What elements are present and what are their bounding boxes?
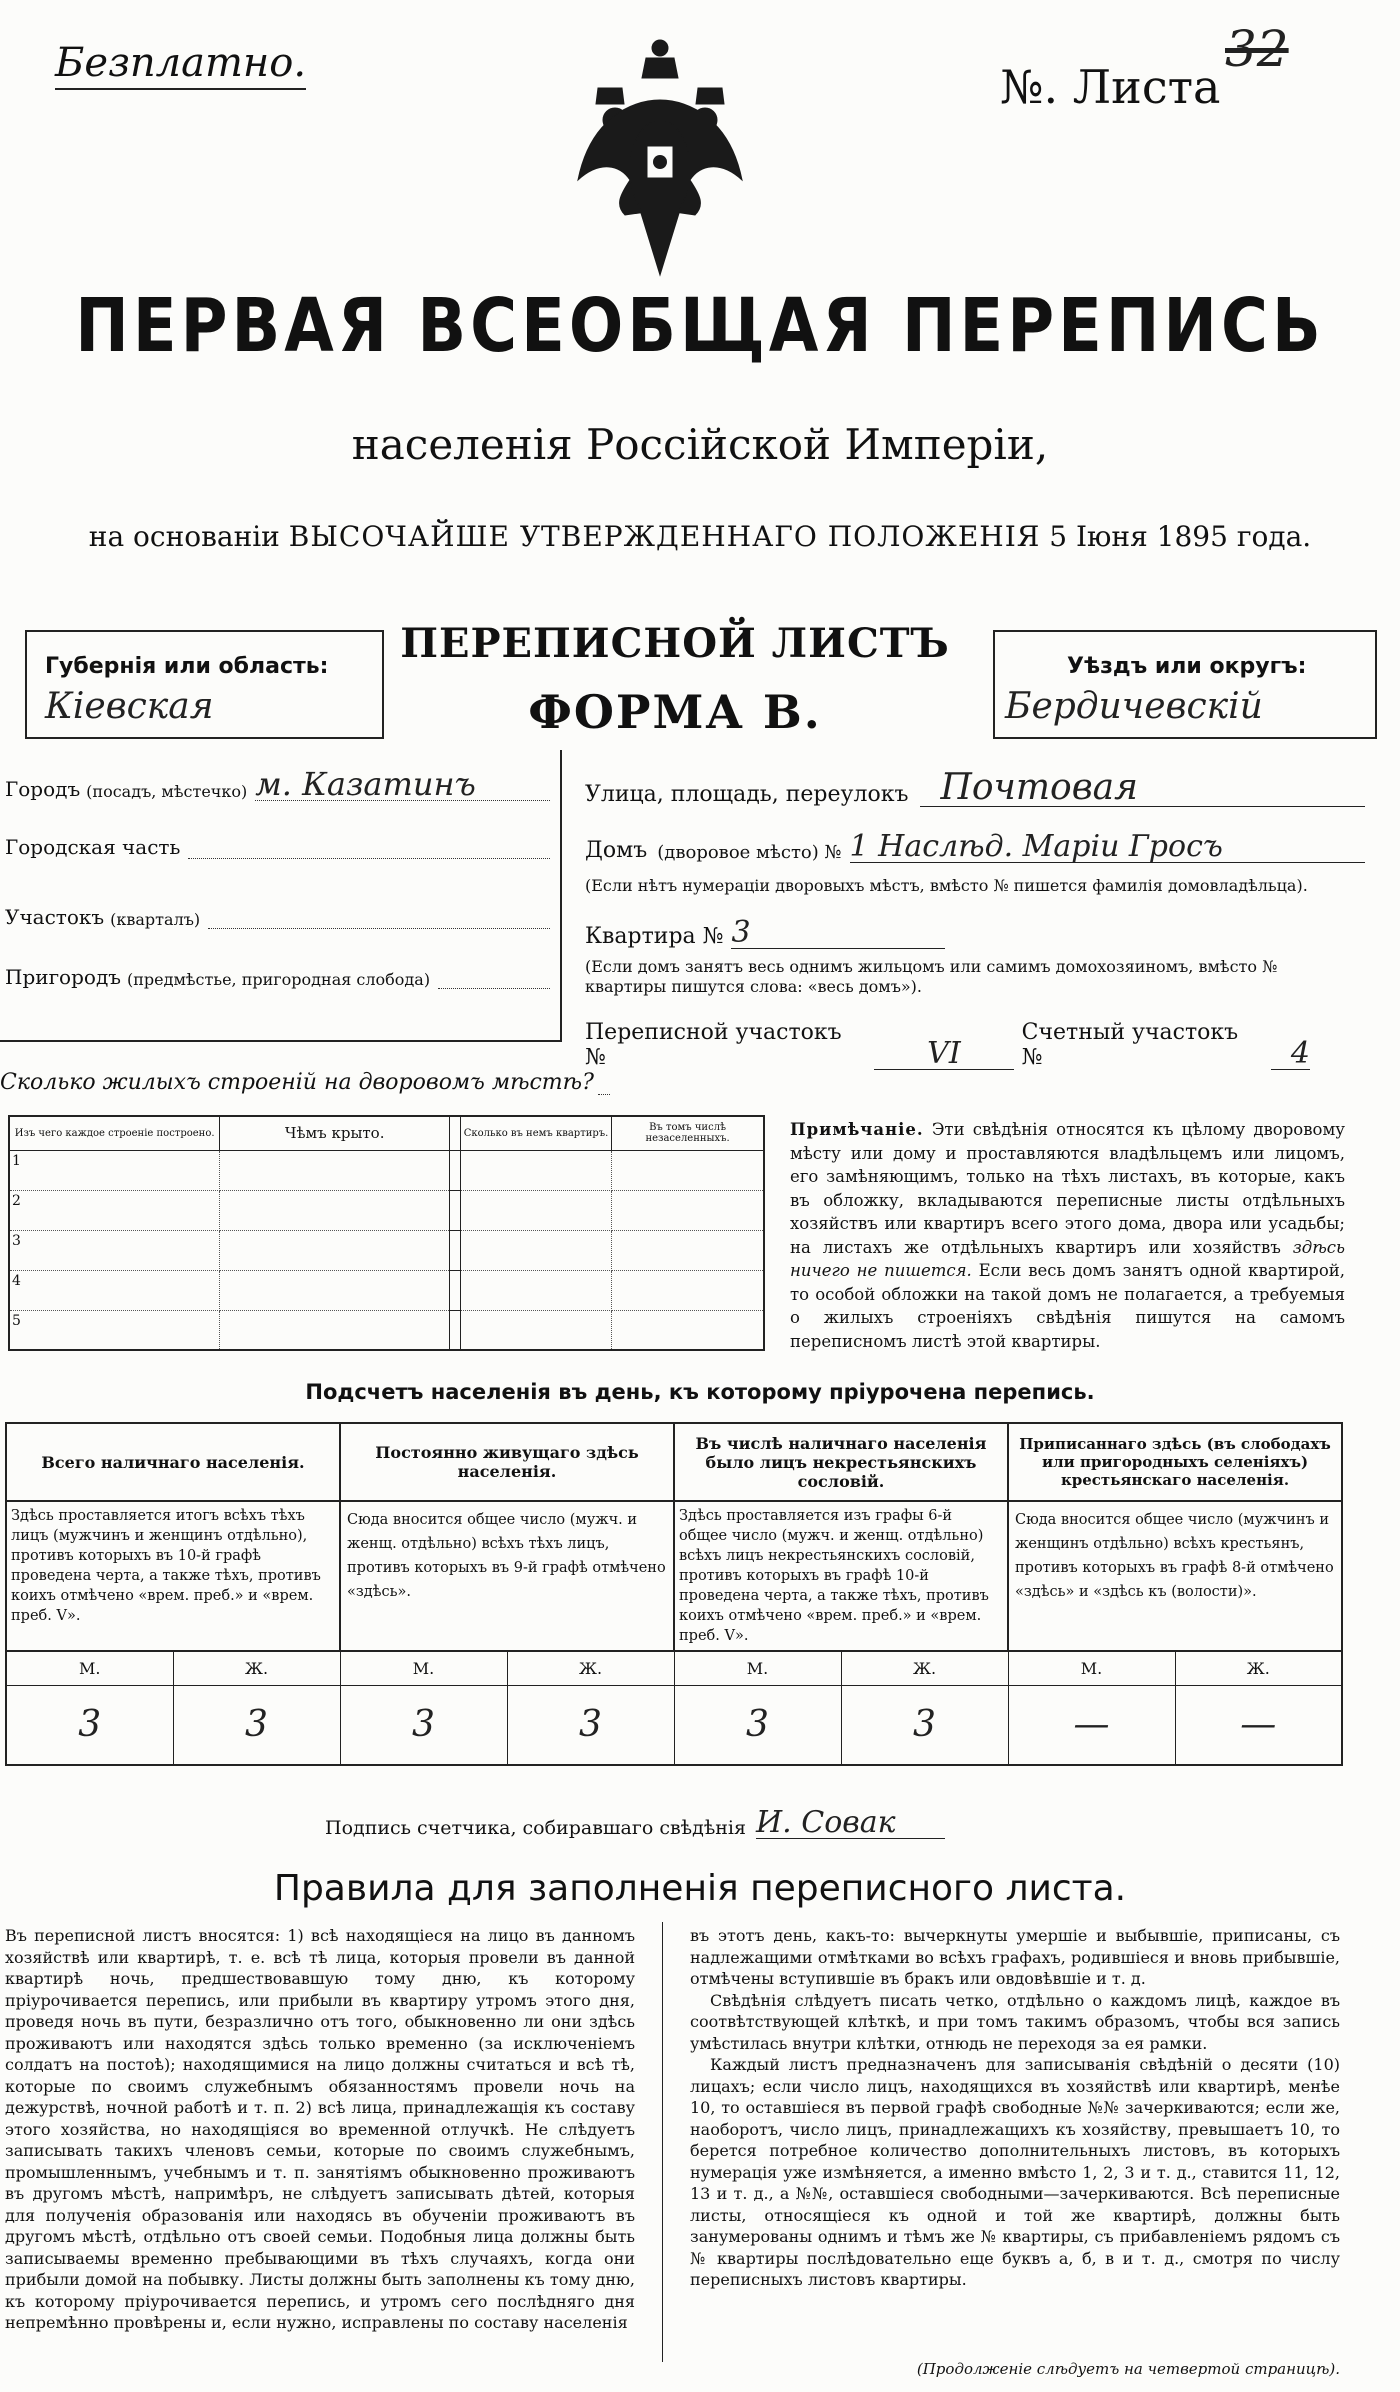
prigorod-value-line [438, 987, 550, 989]
uchastok-hint: (кварталъ) [110, 910, 201, 929]
count-m-header: М. [6, 1651, 173, 1685]
perepis-uch-label: Переписной участокъ № [585, 1020, 842, 1070]
count-col2-header: Постоянно живущаго здѣсь населенія. [340, 1423, 674, 1501]
count-col4-header: Приписаннаго здѣсь (въ слободахъ или пригородныхъ селеніяхъ) крестьянскаго населенія. [1008, 1423, 1342, 1501]
buildings-row-number: 4 [9, 1270, 220, 1310]
buildings-row [9, 1230, 764, 1270]
buildings-row [9, 1310, 764, 1350]
uezd-value: Бердичевскій [1005, 686, 1263, 727]
uchastki-row [585, 1020, 1310, 1070]
count-col1-f-value: 3 [173, 1685, 340, 1765]
buildings-row-number: 5 [9, 1310, 220, 1350]
rules-title: Правила для заполненія переписного листа. [273, 1868, 1127, 1909]
dom-note: (Если нѣтъ нумераціи дворовыхъ мѣстъ, вмѣсто № пишется фамилія домовладѣльца). [585, 876, 1308, 895]
dom-hint: (дворовое мѣсто) № [657, 842, 842, 863]
buildings-question-text: Сколько жилыхъ строеній на дворовомъ мѣстѣ? [0, 1070, 594, 1095]
count-f-header: Ж. [1175, 1651, 1342, 1685]
street-row [585, 767, 1365, 808]
count-col3-f-value: 3 [841, 1685, 1008, 1765]
census-basis [0, 520, 1400, 553]
buildings-col2-header: Чѣмъ крыто. [220, 1116, 450, 1150]
note-text-italic: здѣсь ничего не пишется. [790, 1237, 1345, 1280]
buildings-row-number: 1 [9, 1150, 220, 1190]
buildings-col1-header: Изъ чего каждое строеніе построено. [9, 1116, 220, 1150]
gorod-label: Городъ [5, 777, 81, 801]
basis-caps: ВЫСОЧАЙШЕ УТВЕРЖДЕННАГО ПОЛОЖЕНІЯ [288, 520, 1041, 553]
buildings-col4-header: Въ томъ числѣ незаселенныхъ. [612, 1116, 764, 1150]
perepis-uch-value: VI [874, 1039, 1013, 1070]
form-title: ФОРМА В. [528, 685, 822, 739]
count-title: Подсчетъ населенія въ день, къ которому пріурочена перепись. [305, 1380, 1095, 1404]
count-m-header: М. [1008, 1651, 1175, 1685]
note-text-a: Эти свѣдѣнія относятся къ цѣлому дворовому мѣсту или дому и проставляются владѣльцемъ или лицомъ, его замѣняющимъ, только на тѣхъ листахъ, въ которые, какъ въ обложку, вкладываются переписные листы отдѣльныхъ хозяйствъ или квартиръ всего этого дома, двора или усадьбы; на листахъ же отдѣльныхъ квартиръ или хозяйствъ [790, 1120, 1345, 1257]
kvartira-row [585, 915, 945, 950]
buildings-question-line [598, 1070, 610, 1095]
rules-right-par2: Свѣдѣнія слѣдуетъ писать четко, отдѣльно о каждомъ лицѣ, каждое въ соотвѣтствующей клѣткѣ, и при томъ такимъ образомъ, чтобы вся запись умѣстилась внутри клѣтки, отнюдь не переходя за ея рамки. [690, 1990, 1340, 2053]
count-f-header: Ж. [173, 1651, 340, 1685]
note-text-b: Если весь домъ занятъ одной квартирой, то особой обложки на такой домъ не полагается, а требуемыя о жилыхъ строеніяхъ свѣдѣнія пишутся на самомъ переписномъ листѣ этой квартиры. [790, 1261, 1346, 1351]
buildings-question [0, 1070, 610, 1095]
note-label: Примѣчаніе. [790, 1120, 924, 1139]
signature-row [325, 1805, 945, 1840]
buildings-col3-header: Сколько въ немъ квартиръ. [460, 1116, 611, 1150]
gubernia-box [25, 630, 384, 739]
count-f-header: Ж. [841, 1651, 1008, 1685]
gorod-hint: (посадъ, мѣстечко) [86, 782, 248, 801]
uezd-box [993, 630, 1377, 739]
dom-label: Домъ [585, 838, 648, 863]
prigorod-hint: (предмѣстье, пригородная слобода) [126, 970, 431, 989]
census-title: ПЕРВАЯ ВСЕОБЩАЯ ПЕРЕПИСЬ [75, 284, 1325, 370]
buildings-row-number: 3 [9, 1230, 220, 1270]
buildings-row [9, 1150, 764, 1190]
street-value: Почтовая [920, 770, 1365, 807]
count-col1-header: Всего наличнаго населенія. [6, 1423, 340, 1501]
sheet-number-value: 32 [1225, 20, 1289, 78]
count-col1-desc: Здѣсь проставляется итогъ всѣхъ тѣхъ лицъ (мужчинъ и женщинъ отдѣльно), противъ которыхъ въ 10-й графѣ проведена черта, а также тѣхъ, противъ коихъ отмѣчено «врем. преб.» и «врем. преб. V». [6, 1501, 340, 1651]
signature-label: Подпись счетчика, собиравшаго свѣдѣнія [325, 1817, 746, 1839]
imperial-eagle-emblem [570, 30, 750, 280]
dom-row [585, 829, 1365, 864]
count-m-header: М. [674, 1651, 841, 1685]
sheet-number-caption: №. Листа [1000, 60, 1221, 114]
rules-right-par3: Каждый листъ предназначенъ для записыванія свѣдѣній о десяти (10) лицахъ; если число лицъ, находящихся въ хозяйствѣ или квартирѣ, менѣе 10, то оставшіеся въ первой графѣ свободные №№ зачеркиваются; если же, наоборотъ, число лицъ, принадлежащихъ къ хозяйству, превышаетъ 10, то берется потребное количество дополнительныхъ листовъ, въ которыхъ нумерація уже измѣняется, а именно вмѣсто 1, 2, 3 и т. д., ставится 11, 12, 13 и т. д., а №№, оставшіеся свободными—зачеркиваются. Всѣ переписные листы, относящіеся къ одной и той же квартирѣ, должны быть занумерованы однимъ и тѣмъ же № квартиры, съ прибавленіемъ рядомъ съ № квартиры послѣдовательно еще буквъ а, б, в и т. д., смотря по числу переписныхъ листовъ квартиры. [690, 2055, 1340, 2289]
dom-value: 1 Наслѣд. Маріи Гросъ [850, 832, 1365, 863]
count-f-header: Ж. [507, 1651, 674, 1685]
gubernia-label: Губернія или область: [45, 654, 329, 679]
chast-label: Городская часть [5, 835, 181, 859]
buildings-col-gap [450, 1116, 461, 1150]
prigorod-label: Пригородъ [5, 965, 121, 989]
kvartira-label: Квартира № [585, 924, 724, 949]
uchastok-label: Участокъ [5, 905, 105, 929]
chast-value-line [188, 857, 550, 859]
gorod-row [5, 765, 550, 803]
count-col3-m-value: 3 [674, 1685, 841, 1765]
count-col3-desc: Здѣсь проставляется изъ графы 6-й общее число (мужч. и женщ. отдѣльно) всѣхъ лицъ некрестьянскихъ сословій, противъ которыхъ въ графѣ 10-й проведена черта, а также тѣхъ, противъ коихъ отмѣчено «врем. преб.» и «врем. преб. V». [674, 1501, 1008, 1651]
count-col4-m-value: — [1008, 1685, 1175, 1765]
street-label: Улица, площадь, переулокъ [585, 782, 909, 807]
list-title: ПЕРЕПИСНОЙ ЛИСТЪ [400, 620, 950, 667]
sheet-number-label [1000, 60, 1220, 114]
rules-continued: (Продолженіе слѣдуетъ на четвертой страницѣ). [916, 2360, 1340, 2378]
buildings-row [9, 1190, 764, 1230]
schet-uch-value: 4 [1271, 1039, 1310, 1070]
rules-right-column [690, 1925, 1340, 2355]
uezd-label: Уѣздъ или округъ: [1067, 654, 1307, 679]
buildings-table [8, 1115, 765, 1351]
count-col4-f-value: — [1175, 1685, 1342, 1765]
gorod-value: м. Казатинъ [255, 768, 550, 801]
basis-prefix: на основаніи [88, 520, 280, 553]
count-m-header: М. [340, 1651, 507, 1685]
rules-left-column: Въ переписной листъ вносятся: 1) всѣ находящіеся на лицо въ данномъ хозяйствѣ или квартирѣ, т. е. всѣ тѣ лица, которыя провели въ данной квартирѣ ночь, предшествовавшую тому дню, къ которому пріурочивается перепись, или прибыли въ квартиру утромъ этого дня, проведя ночь въ пути, безразлично отъ того, обыкновенно ли они здѣсь проживаютъ или находятся здѣсь только временно (за исключеніемъ солдатъ на постоѣ); находящимися на лицо должны считаться и всѣ тѣ, которые по своимъ служебнымъ обязанностямъ провели ночь на дежурствѣ, ночной работѣ и т. п. 2) всѣ лица, принадлежащія къ составу этого хозяйства, но находящіяся во временной отлучкѣ. Не слѣдуетъ записывать такихъ членовъ семьи, которые по своимъ служебнымъ, промышленнымъ, учебнымъ и т. п. занятіямъ обыкновенно проживаютъ въ другомъ мѣстѣ, напримѣръ, не слѣдуетъ записывать дѣтей, которыя для полученія образованія или находясь въ обученіи проживаютъ въ другомъ мѣстѣ, отдѣльно отъ своей семьи. Подобныя лица должны быть записываемы временно пребывающими въ тѣхъ случаяхъ, когда они прибыли домой на побывку. Листы должны быть заполнены къ тому дню, къ которому пріурочивается перепись, и утромъ сего послѣдняго дня непремѣнно провѣрены и, если нужно, исправлены по составу населенія [5, 1926, 635, 2332]
signature-value: И. Совак [756, 1808, 945, 1839]
rules-right-par1: въ этотъ день, какъ-то: вычеркнуты умершіе и выбывшіе, приписаны, съ надлежащими отмѣтками во всѣхъ графахъ, родившіеся и вновь прибывшіе, отмѣчены вступившіе въ бракъ или овдовѣвшіе и т. д. [690, 1926, 1340, 1988]
count-col2-f-value: 3 [507, 1685, 674, 1765]
count-col1-m-value: 3 [6, 1685, 173, 1765]
uchastok-row [5, 905, 550, 929]
count-col2-m-value: 3 [340, 1685, 507, 1765]
free-label: Безплатно. [55, 40, 306, 90]
rules-divider [662, 1922, 663, 2362]
uchastok-value-line [208, 927, 550, 929]
count-col3-header: Въ числѣ наличнаго населенія было лицъ некрестьянскихъ сословій. [674, 1423, 1008, 1501]
census-subtitle: населенія Россійской Имперіи, [351, 420, 1049, 469]
kvartira-note: (Если домъ занятъ весь однимъ жильцомъ или самимъ домохозяиномъ, вмѣсто № квартиры пишутся слова: «весь домъ»). [585, 957, 1278, 996]
gubernia-value: Кіевская [45, 686, 214, 727]
buildings-row [9, 1270, 764, 1310]
schet-uch-label: Счетный участокъ № [1021, 1020, 1239, 1070]
basis-date: 5 Іюня 1895 года. [1049, 520, 1312, 553]
buildings-row-number: 2 [9, 1190, 220, 1230]
prigorod-row [5, 965, 550, 989]
chast-row [5, 835, 550, 859]
count-table [5, 1422, 1343, 1766]
kvartira-value: 3 [731, 918, 945, 949]
buildings-note [790, 1118, 1345, 1353]
count-col4-desc: Сюда вносится общее число (мужчинъ и женщинъ отдѣльно) всѣхъ крестьянъ, противъ которыхъ въ графѣ 8-й отмѣчено «здѣсь» и «здѣсь къ (волости)». [1008, 1501, 1342, 1651]
count-col2-desc: Сюда вносится общее число (мужч. и женщ. отдѣльно) всѣхъ тѣхъ лицъ, противъ которыхъ въ 9-й графѣ отмѣчено «здѣсь». [340, 1501, 674, 1651]
